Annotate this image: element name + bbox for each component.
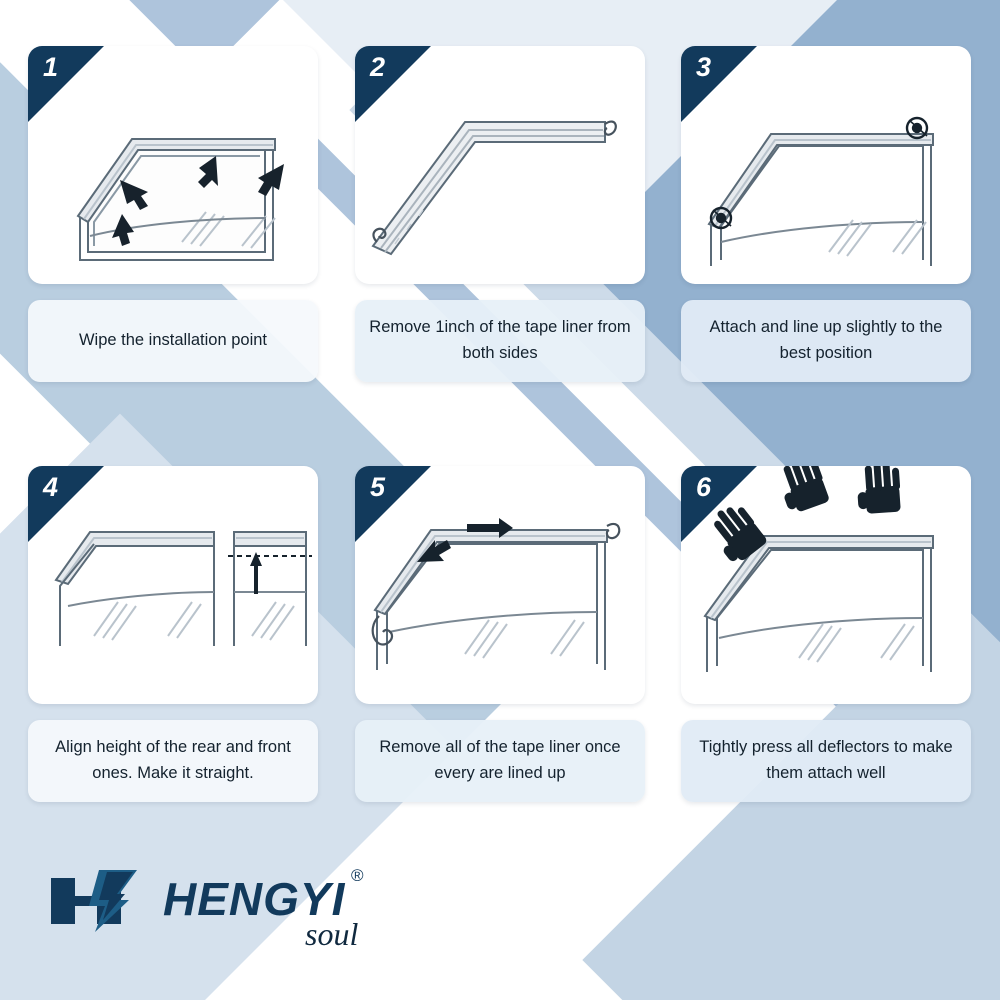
step-caption-3: Attach and line up slightly to the best position: [681, 300, 971, 382]
step-caption-6: Tightly press all deflectors to make them attach well: [681, 720, 971, 802]
step-number-5: 5: [370, 472, 386, 502]
registered-trademark-icon: ®: [351, 866, 364, 885]
step-illustration-5: [355, 466, 645, 704]
step-illustration-1: [28, 46, 318, 284]
step-card-2: [355, 46, 645, 382]
step-corner-badge-1: [28, 46, 104, 122]
step-caption-5: Remove all of the tape liner once every are lined up: [355, 720, 645, 802]
step-illustration-3: [681, 46, 971, 284]
step-number-1: 1: [43, 52, 59, 82]
step-corner-badge-4: [28, 466, 104, 542]
step-number-2: 2: [370, 52, 386, 82]
step-illustration-2: [355, 46, 645, 284]
brand-logo: [45, 860, 465, 970]
step-caption-4: Align height of the rear and front ones. Make it straight.: [28, 720, 318, 802]
step-card-3: [681, 46, 971, 382]
step-card-5: [355, 466, 645, 802]
step-illustration-4: [28, 466, 318, 704]
step-corner-badge-6: [681, 466, 757, 542]
step-card-6: [681, 466, 971, 802]
step-number-3: 3: [696, 52, 712, 82]
hengyi-h-monogram-icon: [45, 860, 165, 940]
step-corner-badge-5: [355, 466, 431, 542]
step-number-6: 6: [696, 472, 712, 502]
step-caption-1: Wipe the installation point: [28, 300, 318, 382]
step-card-1: [28, 46, 318, 382]
step-number-4: 4: [43, 472, 59, 502]
step-corner-badge-2: [355, 46, 431, 122]
step-card-4: [28, 466, 318, 802]
step-illustration-6: [681, 466, 971, 704]
step-caption-2: Remove 1inch of the tape liner from both sides: [355, 300, 645, 382]
step-corner-badge-3: [681, 46, 757, 122]
brand-tagline: soul: [305, 916, 359, 952]
brand-name: HENGYI: [163, 873, 346, 925]
